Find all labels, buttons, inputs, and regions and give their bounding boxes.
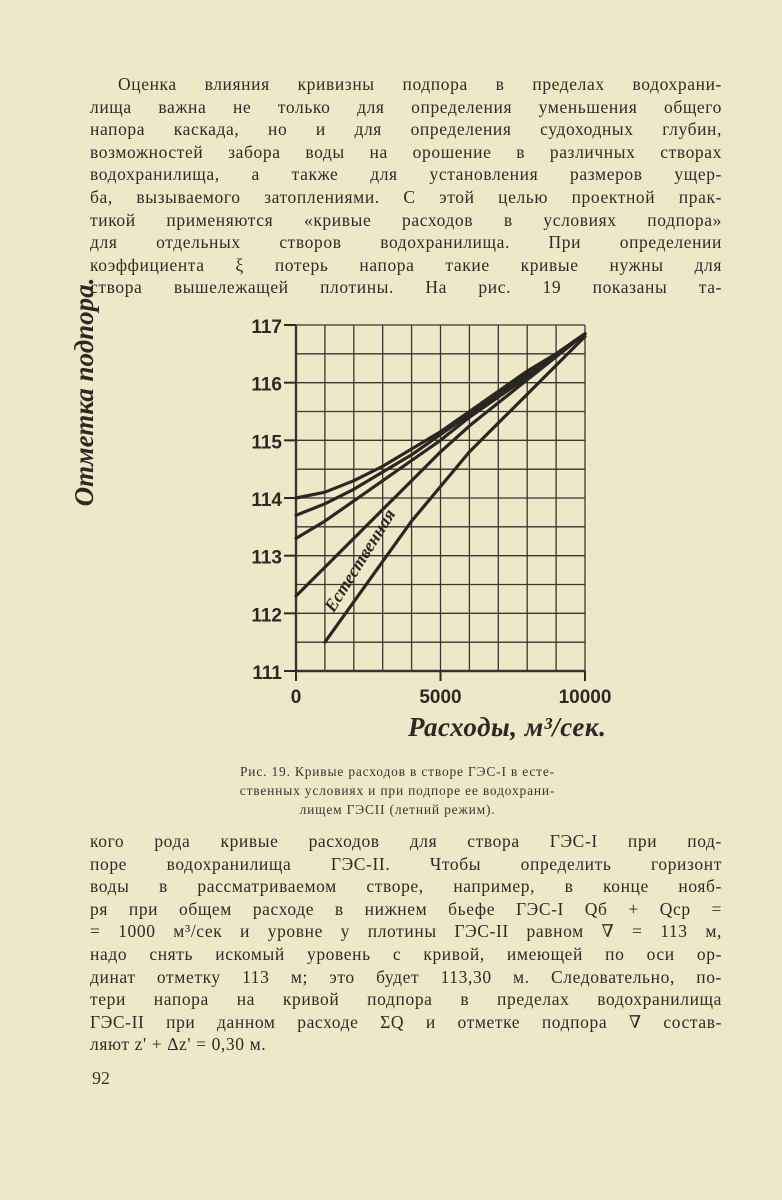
y-tick-label: 113 [251, 547, 282, 569]
figure-caption [200, 762, 595, 819]
x-tick-label: 0 [290, 687, 302, 708]
text-line: ляют z' + Δz' = 0,30 м. [90, 1034, 267, 1055]
text-line: коэффициента ξ потерь напора такие кривые нужны для [90, 254, 722, 275]
text-line: лища важна не только для определения уменьшения общего [90, 96, 722, 117]
x-tick-label: 10000 [558, 687, 612, 708]
text-line: ГЭС-II при данном расходе ΣQ и отметке подпора ∇ состав- [90, 1011, 722, 1032]
y-tick-label: 115 [251, 432, 282, 454]
text-line: водохранилища, а также для установления размеров ущер- [90, 164, 722, 185]
text-line: поре водохранилища ГЭС-II. Чтобы определить горизонт [90, 853, 722, 874]
text-line: = 1000 м³/сек и уровне у плотины ГЭС-II равном ∇ = 113 м, [90, 921, 722, 942]
text-line: надо снять искомый уровень с кривой, имеющей по оси ор- [90, 943, 722, 964]
y-tick-label: 114 [251, 490, 282, 511]
x-axis-label: Расходы, м³/сек. [408, 712, 607, 742]
natural-curve-label: Естественная [320, 505, 400, 616]
y-axis-label-text: Отметка подпора. [69, 277, 99, 507]
x-tick-label: 5000 [419, 687, 462, 708]
y-tick-label: 111 [252, 663, 282, 684]
paragraph-bottom [90, 830, 722, 1056]
text-line: ря при общем расходе в нижнем бьефе ГЭС-I Qб + Qср = [90, 898, 722, 919]
rating-curves-chart [200, 305, 620, 708]
paragraph-top [90, 73, 722, 299]
text-line: тикой применяются «кривые расходов в условиях подпора» [90, 209, 722, 230]
text-line: динат отметку 113 м; это будет 113,30 м. Следовательно, по- [90, 966, 722, 987]
text-line: ба, вызываемого затоплениями. С этой целью проектной прак- [90, 186, 722, 207]
text-line: напора каскада, но и для определения судоходных глубин, [90, 119, 722, 140]
caption-line: Рис. 19. Кривые расходов в створе ГЭС-I в есте- [240, 764, 555, 779]
caption-line: ственных условиях и при подпоре ее водохрани- [239, 783, 556, 798]
text-line: воды в рассматриваемом створе, например, в конце нояб- [90, 876, 722, 897]
text-line: кого рода кривые расходов для створа ГЭС-I при под- [90, 831, 722, 851]
text-line: Оценка влияния кривизны подпора в пределах водохрани- [118, 74, 722, 94]
y-axis-label [69, 277, 250, 640]
page-number: 92 [92, 1068, 110, 1088]
y-tick-label: 112 [251, 605, 282, 627]
y-tick-label: 116 [251, 374, 282, 396]
text-line: створа вышележащей плотины. На рис. 19 показаны та- [90, 277, 722, 298]
text-line: для отдельных створов водохранилища. При определении [90, 232, 722, 253]
text-line: тери напора на кривой подпора в пределах водохранилища [90, 989, 722, 1010]
y-tick-label: 117 [251, 317, 282, 338]
caption-line: лищем ГЭСII (летний режим). [299, 802, 496, 817]
text-line: возможностей забора воды на орошение в различных створах [90, 141, 722, 162]
